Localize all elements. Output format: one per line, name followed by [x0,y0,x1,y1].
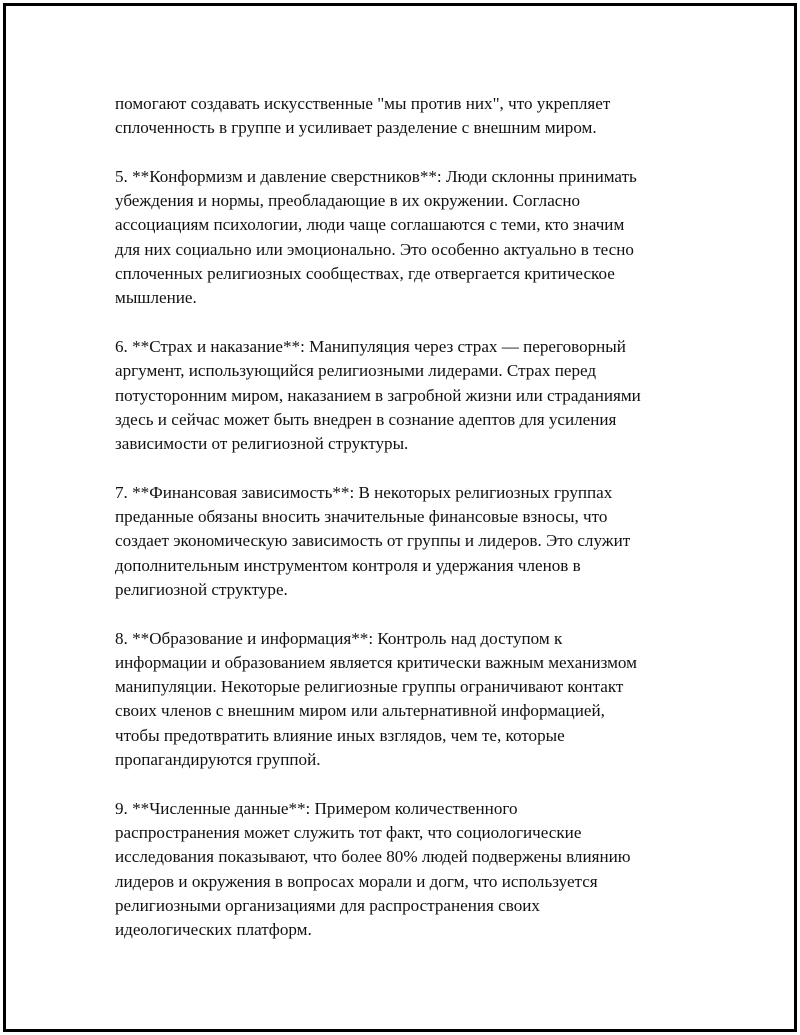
paragraph-item-5: 5. **Конформизм и давление сверстников**: Люди склонны принимать убеждения и нормы, преобладающие в их окружении. Согласно ассоциациям психологии, люди чаще соглашаются с теми, кто значим для них социально или эмоционально. Это особенно актуально в тесно сплоченных религиозных сообществах, где отвергается критическое мышление. [115,166,637,308]
paragraph-item-6: 6. **Страх и наказание**: Манипуляция через страх — переговорный аргумент, использующийся религиозными лидерами. Страх перед потусторонним миром, наказанием в загробной жизни или страданиями здесь и сейчас может быть внедрен в сознание адептов для усиления зависимости от религиозной структуры. [115,336,641,454]
paragraph-continuation: помогают создавать искусственные "мы против них", что укрепляет сплоченность в группе и усиливает разделение с внешним миром. [115,94,611,138]
paragraph-item-9: 9. **Численные данные**: Примером количественного распространения может служить тот факт, что социологические исследования показывают, что более 80% людей подвержены влиянию лидеров и окружения в вопросах морали и догм, что используется религиозными организациями для распространения своих идеологических платформ. [115,798,631,940]
paragraph-item-8: 8. **Образование и информация**: Контроль над доступом к информации и образованием является критически важным механизмом манипуляции. Некоторые религиозные группы ограничивают контакт своих членов с внешним миром или альтернативной информацией, чтобы предотвратить влияние иных взглядов, чем те, которые пропагандируются группой. [115,628,637,770]
paragraph-item-7: 7. **Финансовая зависимость**: В некоторых религиозных группах преданные обязаны вносить значительные финансовые взносы, что создает экономическую зависимость от группы и лидеров. Это служит дополнительным инструментом контроля и удержания членов в религиозной структуре. [115,482,631,599]
document-body [115,92,695,967]
